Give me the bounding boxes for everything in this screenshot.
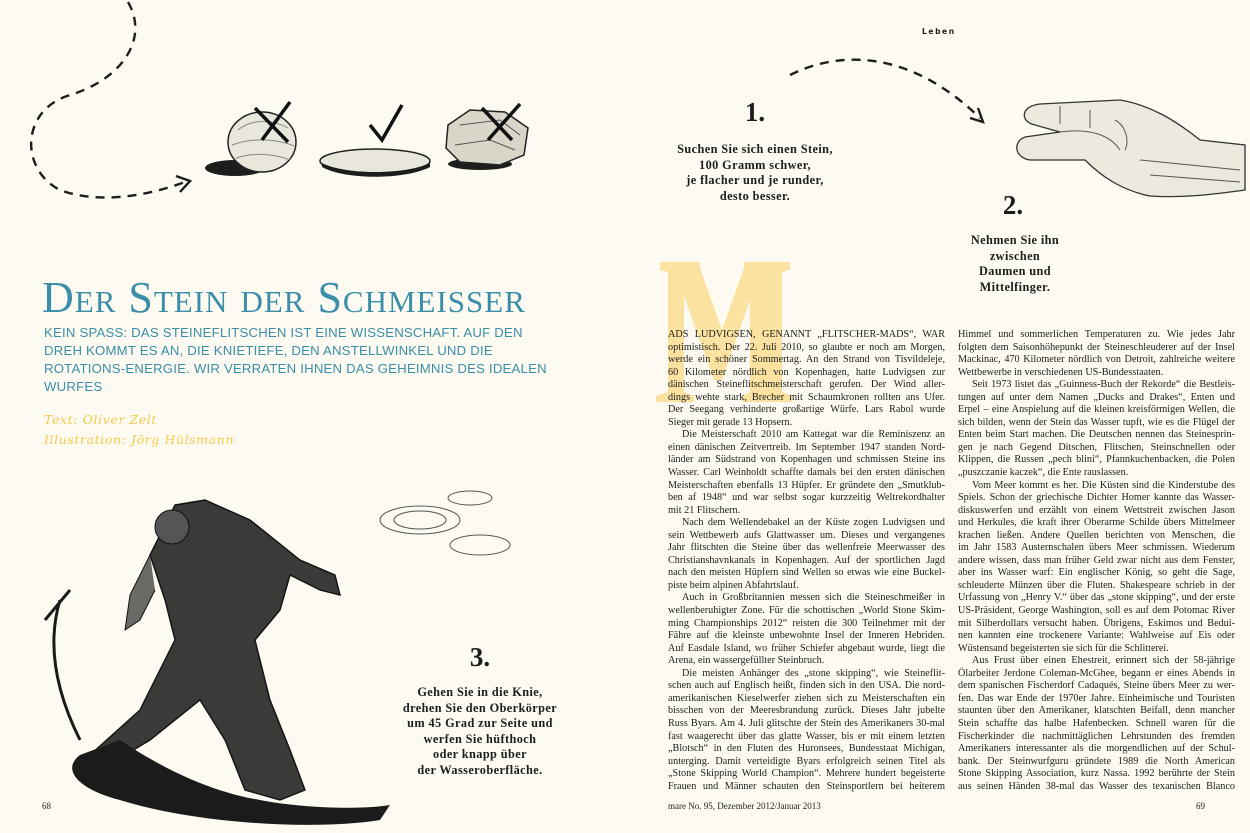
step-2-text: Nehmen Sie ihn zwischen Daumen und Mittelfinger. [970, 233, 1060, 294]
article-line: schen auch auf Englisch heißt, finden sich in den USA. Die nord- [668, 680, 945, 692]
article-line: andere wissen, dass man früher Geld zwar nicht aus dem Fenster, [958, 554, 1235, 566]
article-line: Die Meisterschaft 2010 am Kattegat war die Reminiszenz an [682, 429, 945, 441]
article-line: Ölarbeiter Jerdone Coleman-McGhee, begann er eines Abends in [958, 667, 1235, 679]
article-line: und Herkules, die kraft ihrer Oberarme Schilde übers Mittelmeer [958, 517, 1235, 529]
article-line: staunten über den Amerikaner, klatschten Beifall, denn mancher [958, 705, 1235, 717]
article-line: Russ Byars. Am 4. Juli glitschte der Stein des Amerikaners 30-mal [668, 717, 945, 729]
article-line: optimistisch. Der 22. Juli 2010, so glaubte er noch am Morgen, [668, 341, 945, 353]
article-line: Nach dem Wellendebakel an der Küste zogen Ludvigsen und [682, 517, 945, 529]
dashed-arc-left [31, 2, 185, 198]
article-line: nen kannten eine trockenere Variante: Wahlweise auf Eis oder [958, 630, 1235, 642]
article-line: Vom Meer kommt es her. Die Küsten sind die Kinderstube des [972, 479, 1235, 491]
article-line: folgten dem Saisonhöhepunkt der Steineschleuderer auf der Insel [958, 341, 1235, 353]
article-line: länder am Südstrand von Kopenhagen und schmissen Steine ins [668, 454, 945, 466]
article-line: Amerikaners interessanter als die morgendlichen auf der Schul- [958, 743, 1235, 755]
step-3-text: Gehen Sie in die Knie, drehen Sie den Oberkörper um 45 Grad zur Seite und werfen Sie hüfthoch oder knapp über der Wasseroberfläche. [402, 685, 558, 777]
article-line: Fähre auf die kleinste unbewohnte Insel der Inneren Hebriden. [668, 630, 945, 642]
article-line: fast waagerecht über das glatte Wasser, bis er mit einem letzten [668, 730, 945, 742]
article-line: Sieger mit gerade 13 Hopsern. [668, 416, 793, 428]
subtitle: KEIN SPASS: DAS STEINEFLITSCHEN IST EINE WISSENSCHAFT. AUF DEN DREH KOMMT ES AN, DIE KNIETIEFE, DEN ANSTELLWINKEL UND DIE ROTATIONS-ENERGIE. WIR VERRATEN IHNEN DAS GEHEIMNIS DES IDEALEN WURFES [44, 325, 547, 394]
article-line: dings wehte stark, Brecher mit Schaumkronen rollten ans Ufer. [668, 391, 945, 403]
article-line: fen. Das war Ende der 1970er Jahre. Einheimische und Touristen [958, 692, 1235, 704]
article-line: 60 Kilometer nördlich von Kopenhagen, hatte Ludvigsen zur [668, 366, 945, 378]
article-line: Mackinac, 470 Kilometer nördlich von Detroit, zahlreiche weitere [958, 354, 1235, 366]
article-line: Jahr flitschten die Steine über das wellenfreie Meerwasser des [668, 542, 945, 554]
article-line: „puszczanie kaczek“, die Ente rauslassen. [958, 467, 1129, 479]
article-line: mit Silberdollars versucht haben. Übrigens, Eskimos und Bedui- [958, 617, 1235, 629]
article-line: Erpel – eine Anspielung auf die kleinen kreisförmigen Wellen, die [958, 404, 1235, 416]
article-line: Arena, ein wassergefüllter Steinbruch. [668, 655, 825, 667]
article-line: aus seinen Händen 38-mal das Wasser des texanischen Blanco [958, 780, 1235, 792]
article-line: sein Wettbewerb aufs Glattwasser um. Dieses und vergangenes [668, 529, 945, 541]
article-line: ADS LUDVIGSEN, GENANNT „FLITSCHER-MADS“, WAR [668, 329, 945, 340]
article-line: Frauen und Männer schauten den Steinsportlern bei heiterem [668, 780, 945, 792]
article-line: Fischerkinder die nachmittäglichen Lehrstunden des fremden [958, 730, 1235, 742]
page-number-left: 68 [42, 801, 51, 811]
article-line: Spiels. Schon der griechische Dichter Homer kannte das Wasser- [958, 492, 1235, 504]
section-label: Leben [922, 27, 956, 36]
article-line: werde ein schöner Sommertag. An den Strand von Tisvildeleje, [668, 354, 945, 366]
article-line: bisschen von der Meeresbrandung zurück. Dieses Jahr jubelte [668, 705, 945, 717]
author-credit: Text: Oliver Zelt [44, 412, 157, 427]
step-3-number: 3. [469, 642, 491, 672]
flat-stone-icon [320, 105, 430, 177]
article-column-1 [668, 329, 945, 793]
article-line: Klippen, die Russen „pech blini“, Pfannkuchenbacken, die Polen [958, 454, 1235, 466]
article-line: tungen auf unter dem Namen „Ducks and Drakes“, Enten und [958, 391, 1235, 403]
issue-footer: mare No. 95, Dezember 2012/Januar 2013 [668, 801, 821, 811]
article-line: krachen ließen. Andere Quellen berichten von Menschen, die [958, 529, 1235, 541]
article-line: Urfassung von „Henry V.“ über das „stone skipping“, und der erste [958, 592, 1235, 604]
article-line: dänischen Steineflitschmeisterschaft gerufen. Der Wind aller- [668, 379, 945, 391]
article-line: im Jahr 1583 Austernschalen übers Meer schmissen. Wiederum [958, 542, 1235, 554]
article-line: sich bilden, wenn der Stein das Wasser tupft, wie es die Flügel der [958, 416, 1235, 428]
article-line: schleuderte Münzen über die Fluten. Shakespeare schrieb in der [958, 579, 1235, 591]
article-line: gen je nach Gegend Ditschen, Flitschen, Steinschnellen oder [958, 441, 1235, 453]
rough-rock-icon [446, 104, 528, 170]
step-1-text: Suchen Sie sich einen Stein, 100 Gramm schwer, je flacher und je runder, desto besser. [677, 142, 833, 203]
article-line: unterging. Damit verteidigte Byars erfolgreich seinen Titel als [668, 755, 945, 767]
article-line: mit 21 Flitschern. [668, 504, 741, 516]
article-line: Auf Easdale Island, wo früher Schiefer abgebaut wurde, liegt die [668, 642, 945, 654]
article-line: wellenberuhigter Zone. Für die schottischen „World Stone Skim- [668, 605, 945, 617]
hand-illustration [1017, 100, 1245, 197]
article-line: einen dänischen Zeitvertreib. Im September 1947 standen Nord- [668, 441, 945, 453]
article-line: Meisterschaften ebenfalls 13 Hüpfer. Er gründete den „Smutklub- [668, 479, 945, 491]
article-line: Christianshavnkanals in Kopenhagen. Auf der sportlichen Jagd [668, 554, 945, 566]
article-line: Wüstensand begeisterten sie sich für die Schlitterei. [958, 642, 1169, 654]
illustrator-credit: Illustration: Jörg Hülsmann [44, 432, 235, 447]
article-line: Enten beim Start machen. Die Deutschen nennen das Steinesprin- [958, 429, 1235, 441]
article-column-2 [958, 329, 1235, 793]
article-line: dem spanischen Fischerdorf Cadaqués, Steine übers Meer zu wer- [958, 680, 1235, 692]
article-line: piste beim alpinen Abfahrtslauf. [668, 579, 799, 591]
intro-block [44, 324, 564, 450]
article-line: diskuswerfen und erzählt von einem Wettstreit zwischen Jason [958, 504, 1235, 516]
round-stone-icon [205, 102, 296, 176]
article-line: US-Präsident, George Washington, soll es auf dem Potomac River [958, 605, 1235, 617]
article-line: Wasser. Carl Weinholdt schaffte damals bei den ersten dänischen [668, 467, 945, 479]
article-line: Auch in Großbritannien messen sich die Steineschmeißer in [682, 592, 945, 604]
article-line: „Stone Skipping World Champion“. Mehrere hundert begeisterte [668, 768, 945, 780]
article-line: Der Seegang verhinderte großartige Würfe. Lars Rabol wurde [668, 404, 945, 416]
article-line: Himmel und sommerlichen Temperaturen zu. Wie jedes Jahr [958, 329, 1235, 340]
article-line: ming Championships 2012“ reisten die 300 Teilnehmer mit der [668, 617, 945, 629]
article-line: bank. Der Steinwurfguru gründete 1989 die North American [958, 755, 1235, 767]
step-1-number: 1. [744, 97, 766, 127]
step-2-number: 2. [1002, 190, 1024, 220]
page-number-right: 69 [1196, 801, 1205, 811]
article-line: „Blotsch“ in den Fluten des Huronsees, Bundesstaat Michigan, [668, 743, 945, 755]
article-line: Seit 1973 listet das „Guinness-Buch der Rekorde“ die Bestleis- [972, 379, 1235, 391]
article-line: Die meisten Anhänger des „stone skipping“, wie Steineflit- [682, 667, 945, 679]
headline: Der Stein der Schmeisser [42, 273, 526, 322]
article-line: aber ins Wasser warf: Ein englischer König, so geht die Sage, [958, 567, 1235, 579]
article-line: Stone Skipping Association, kurz Nassa. 1992 berührte der Stein [958, 768, 1235, 780]
article-line: Stein schaffte das halbe Hafenbecken. Schnell waren für die [958, 717, 1235, 729]
article-line: Aus Frust über einen Ehestreit, erinnert sich der 58-jährige [972, 655, 1235, 667]
article-line: amerikanischen Kieselwerfer ziehen sich zu Meisterschaften ein [668, 692, 945, 704]
article-line: nach den meisten Hüpfern sind Wellen so etwas wie eine Buckel- [668, 567, 945, 579]
article-line: Wettbewerbe in verschiedenen US-Bundesstaaten. [958, 366, 1164, 378]
article-line: ben af 1948“ und war selbst sogar kurzzeitig Weltrekordhalter [668, 492, 945, 504]
